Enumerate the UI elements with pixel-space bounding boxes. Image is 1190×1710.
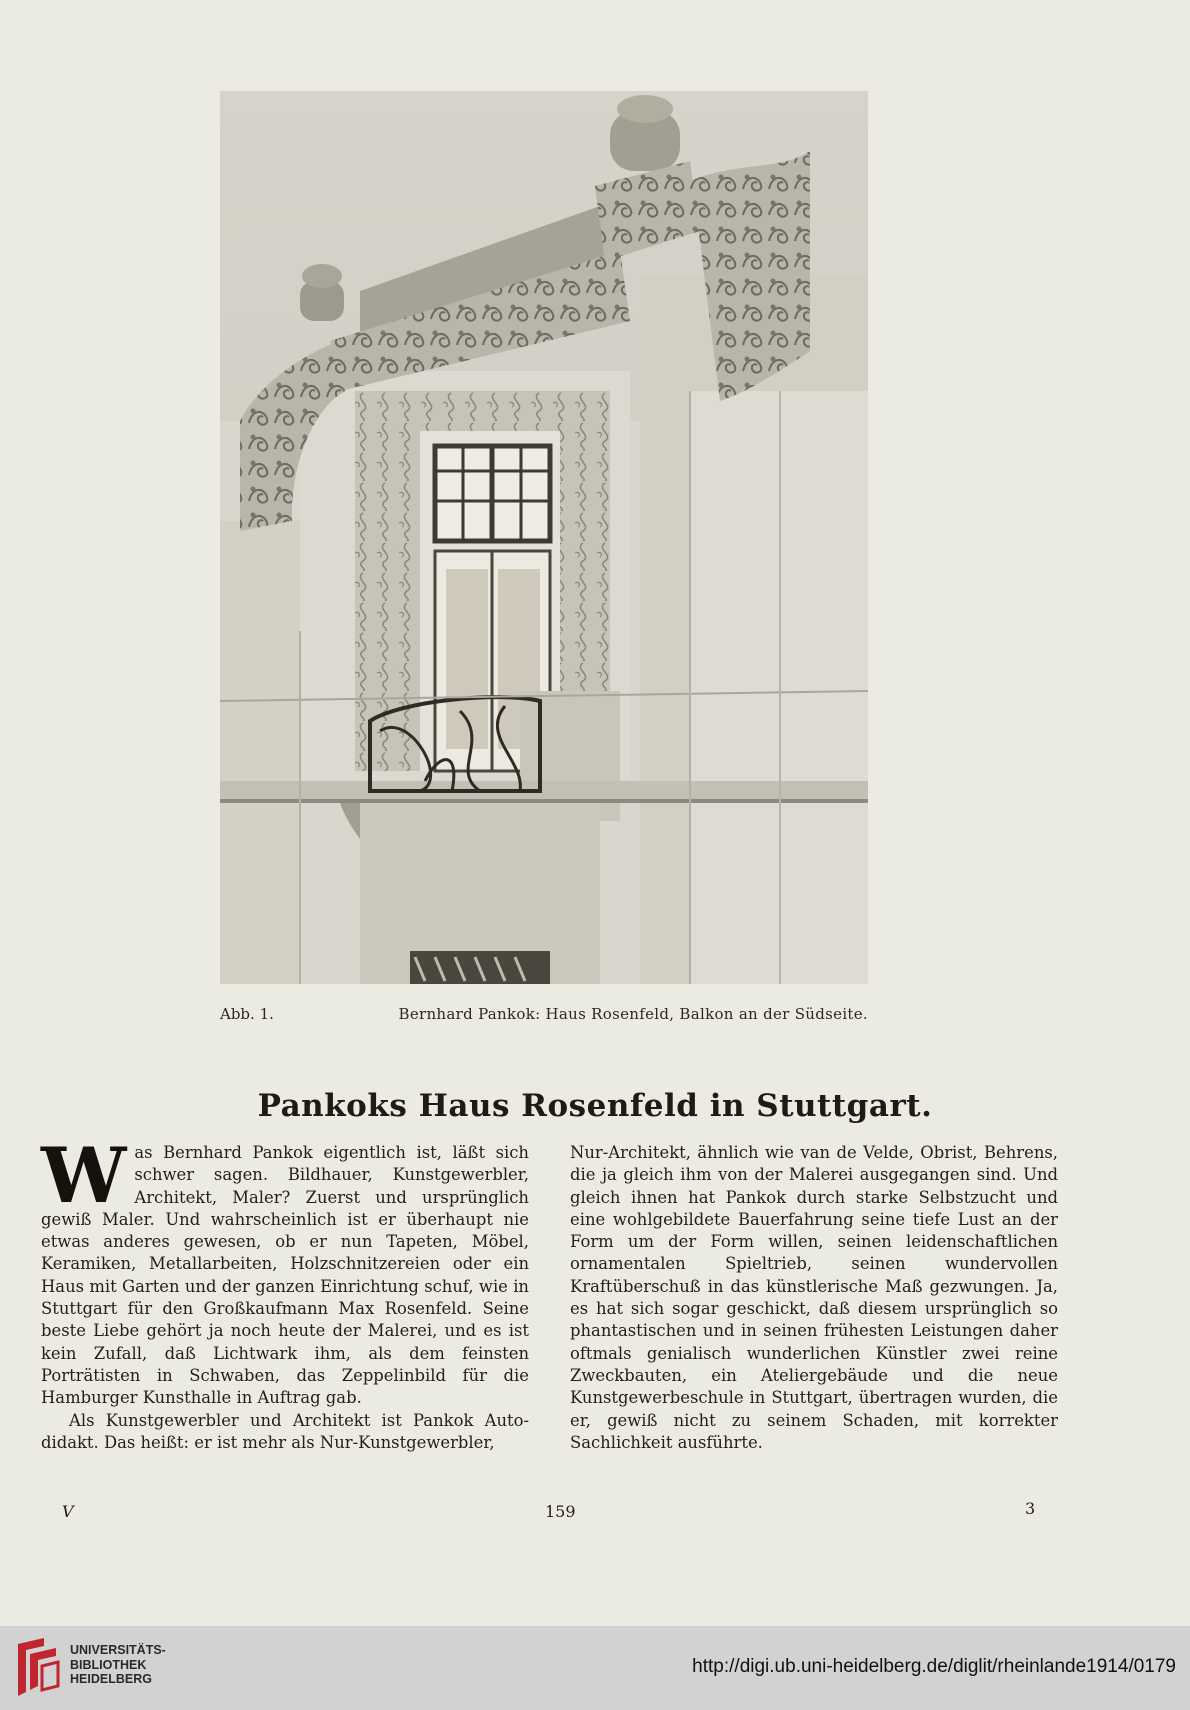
paragraph-text: as Bernhard Pankok eigentlich ist, läßt sich schwer sagen. Bildhauer, Kunstgewerbler, Architekt, Maler? Zuerst und ursprünglich gewiß Maler. Und wahrscheinlich ist er überhaupt nie etwas anderes gewesen, ob er nun Tapeten, Möbel, Keramiken, Metallarbeiten, Holzschnitzereien oder ein Haus mit Garten und der ganzen Einrichtung schuf, wie in Stuttgart für den Großkaufmann Max Rosenfeld. Seine beste Liebe gehört ja noch heute der Malerei, und es ist kein Zufall, daß Lichtwark ihm, als dem feinsten Porträtisten in Schwaben, das Zeppelinbild für die Hamburger Kunsthalle in Auftrag gab. [41,1143,529,1408]
figure-caption [220,1005,868,1027]
source-url-link[interactable]: http://digi.ub.uni-heidelberg.de/diglit/rheinlande1914/0179 [692,1656,1176,1677]
balcony-photograph [220,91,868,984]
paragraph [41,1131,529,1410]
figure-label: Abb. 1. [220,1005,274,1023]
paragraph: Nur-Architekt, ähnlich wie van de Velde, Obrist, Behrens, die ja gleich ihm von der Malerei ausgegangen sind. Und gleich ihnen hat Pankok durch starke Selbstzucht und eine wohlgebildete Bauerfahrung seine tiefe Lust an der Form um der Form willen, seinen leidenschaftlichen ornamentalen Spieltrieb, seinen wundervollen Kraftüberschuß in das künstlerische Maß gezwungen. Ja, es hat sich sogar geschickt, daß diesem ursprünglich so phantastischen und in seinen frühesten Leistungen daher oftmals genialisch wunderlichen Künstler zwei reine Zweckbauten, ein Ateliergebäude und die neue Kunstgewerbeschule in Stuttgart, übertragen wurden, die er, gewiß nicht zu seinem Schaden, mit korrekter Sachlichkeit ausführte. [570,1143,1058,1452]
text-column-right [570,1142,1058,1454]
text-column-left [41,1131,529,1454]
library-name-line: UNIVERSITÄTS- [70,1643,166,1657]
library-name-line: HEIDELBERG [70,1672,152,1686]
library-logo-icon[interactable] [14,1636,60,1700]
balcony-illustration [220,91,868,984]
paragraph: Als Kunstgewerbler und Architekt ist Pankok Auto-didakt. Das heißt: er ist mehr als Nur-Kunstgewerbler, [41,1410,529,1452]
library-footer-bar [0,1626,1190,1710]
signature-mark: V [62,1502,74,1521]
page-number: 159 [545,1502,576,1521]
sheet-number: 3 [1025,1499,1036,1518]
library-name-line: BIBLIOTHEK [70,1657,147,1672]
figure-caption-text: Bernhard Pankok: Haus Rosenfeld, Balkon an der Südseite. [398,1005,868,1023]
library-name[interactable] [70,1643,166,1687]
article-title: Pankoks Haus Rosenfeld in Stuttgart. [257,1088,933,1124]
drop-cap: W [41,1131,127,1220]
